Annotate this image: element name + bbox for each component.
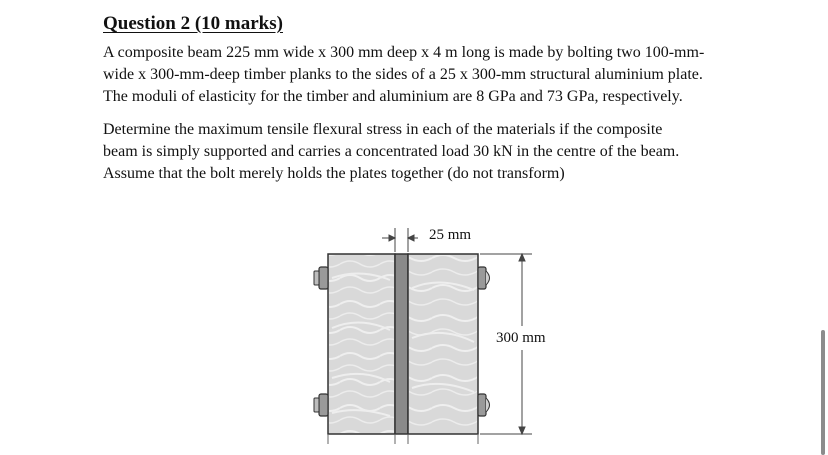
aluminium-plate (395, 254, 408, 434)
text-line: beam is simply supported and carries a concentrated load 30 kN in the centre of the beam. (103, 143, 680, 160)
width-dimension-marker (382, 228, 418, 252)
bolt-bottom-left-icon (314, 394, 328, 416)
bolt-bottom-right-icon (478, 394, 490, 416)
text-line: Determine the maximum tensile flexural stress in each of the materials if the composite (103, 121, 663, 138)
bolt-top-left-icon (314, 267, 328, 289)
text-line: Assume that the bolt merely holds the plates together (do not transform) (103, 165, 565, 182)
vertical-scrollbar[interactable] (821, 330, 825, 455)
text-line: The moduli of elasticity for the timber and aluminium are 8 GPa and 73 GPa, respectively. (103, 88, 683, 105)
bottom-extension-lines (328, 434, 478, 444)
plate-width-label: 25 mm (429, 227, 472, 243)
text-line: wide x 300-mm-deep timber planks to the sides of a 25 x 300-mm structural aluminium plate. (103, 66, 703, 83)
beam-cross-section-figure (300, 218, 570, 455)
question-title: Question 2 (10 marks) (103, 13, 283, 34)
beam-depth-label: 300 mm (496, 330, 546, 346)
bolt-top-right-icon (478, 267, 490, 289)
problem-statement (103, 42, 704, 108)
task-statement (103, 119, 679, 185)
text-line: A composite beam 225 mm wide x 300 mm deep x 4 m long is made by bolting two 100-mm- (103, 44, 705, 61)
